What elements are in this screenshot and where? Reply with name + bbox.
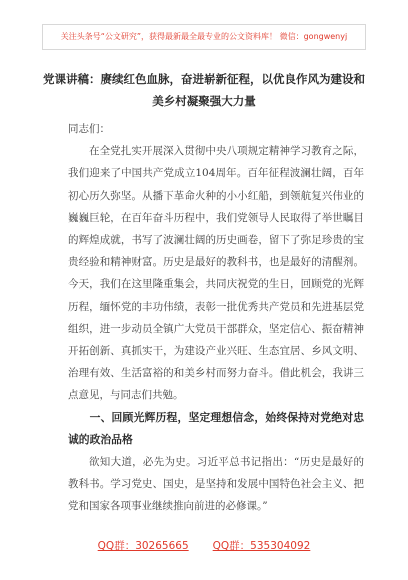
- document-title: 党课讲稿：赓续红色血脉，奋进崭新征程，以优良作风为建设和美乡村凝聚强大力量: [43, 72, 365, 108]
- promo-header-text: 关注头条号“公文研究”，获得最新最全最专业的公文资料库！ 微信：gongwenyj: [60, 32, 348, 41]
- promo-header: [42, 24, 366, 50]
- footer-contacts: [0, 538, 408, 553]
- section-paragraph: 欲知大道，必先为史。习近平总书记指出：“历史是最好的教科书。学习党史、国史，是坚持和发展中国特色社会主义、把党和国家各项事业继续推向前进的必修课。”: [68, 456, 364, 513]
- salutation: 同志们：: [68, 123, 110, 135]
- body-paragraph: 在全党扎实开展深入贯彻中央八项规定精神学习教育之际，我们迎来了中国共产党成立104周年。百年征程波澜壮阔，百年初心历久弥坚。从播下革命火种的小小红船，到领航复兴伟业的巍巍巨轮，在百年奋斗历程中，我们党领导人民取得了举世瞩目的辉煌成就，书写了波澜壮阔的历史画卷，留下了弥足珍贵的宝贵经验和精神财富。历史是最好的教科书，也是最好的清醒剂。今天，我们在这里隆重集会，共同庆祝党的生日，回顾党的光辉历程，缅怀党的丰功伟绩，表彰一批优秀共产党员和先进基层党组织，进一步动员全镇广大党员干部群众，坚定信心、振奋精神开拓创新、真抓实干，为建设产业兴旺、生态宜居、乡风文明、治理有效、生活富裕的和美乡村而努力奋斗。借此机会，我讲三点意见，与同志们共勉。: [68, 145, 364, 402]
- section-heading: 一、回顾光辉历程，坚定理想信念，始终保持对党绝对忠诚的政治品格: [68, 410, 364, 446]
- qq-group-2: QQ群：535304092: [212, 540, 311, 552]
- qq-group-1: QQ群：30265665: [97, 540, 189, 552]
- document-body: [68, 118, 364, 518]
